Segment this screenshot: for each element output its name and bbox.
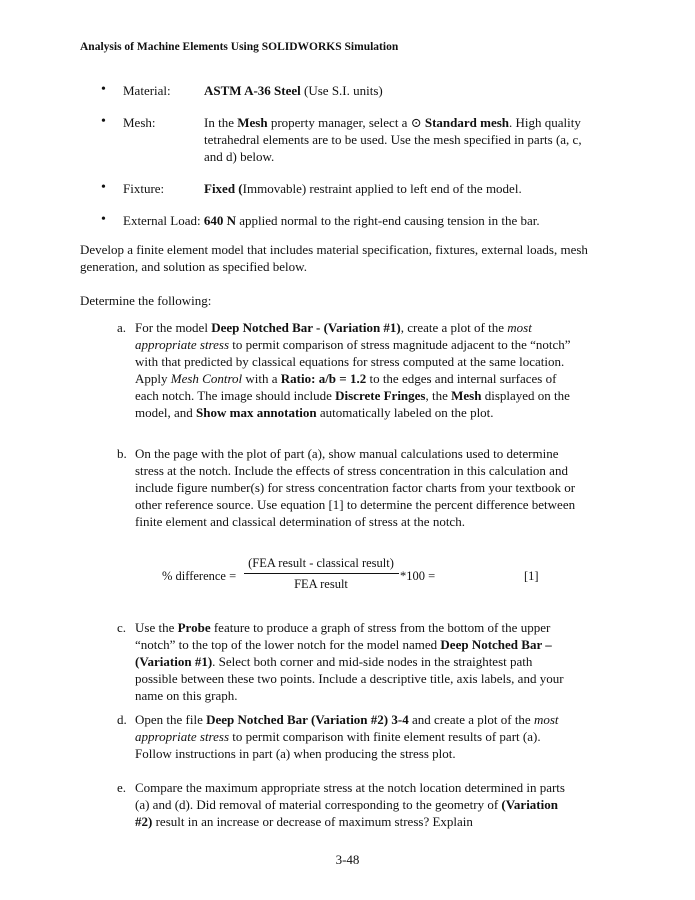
intro-paragraph: Develop a finite element model that includes material specification, fixtures, external loads, mesh generation, and solution as specified below.	[80, 242, 588, 274]
fraction-bar	[244, 573, 399, 574]
task-item-a: a. For the model Deep Notched Bar - (Variation #1), create a plot of the most appropriate stress to permit comparison of stress magnitude adjacent to the “notch” with that predicted by classical equations for stress computed at the same location. Apply Mesh Control with a Ratio: a/b = 1.2 to the edges and internal surfaces of each notch. The image should include Discrete Fringes, the Mesh displayed on the model, and Show max annotation automatically labeled on the plot.	[117, 320, 571, 420]
radio-selected-icon: ⊙	[410, 115, 422, 130]
task-item-c: c. Use the Probe feature to produce a graph of stress from the bottom of the upper “notch” to the top of the lower notch for the model named Deep Notched Bar – (Variation #1). Select both corner and mid-side nodes in the straightest path possible between these two points. Include a descriptive title, axis labels, and your name on this graph.	[117, 620, 564, 703]
bullet-fixture: • Fixture: Fixed (Immovable) restraint applied to left end of the model.	[101, 180, 522, 196]
bullet-icon: •	[101, 180, 106, 195]
task-item-b: b. On the page with the plot of part (a), show manual calculations used to determine stress at the notch. Include the effects of stress concentration in this calculation and include figure number(s) for stress concentration factor charts from your textbook or other reference source. Use equation [1] to determine the percent difference between finite element and classical determination of stress at the notch.	[117, 446, 576, 529]
bullet-icon: •	[101, 114, 106, 129]
percent-difference-equation: % difference = (FEA result - classical result) FEA result *100 = [1]	[162, 556, 539, 591]
bullet-icon: •	[101, 82, 106, 97]
task-item-e: e. Compare the maximum appropriate stress at the notch location determined in parts (a) and (d). Did removal of material corresponding to the geometry of (Variation #2) result in an increase or decrease of maximum stress? Explain	[117, 780, 565, 829]
equation-number: [1]	[524, 569, 539, 583]
equation-denominator: FEA result	[294, 577, 348, 591]
bullet-mesh: • Mesh: In the Mesh property manager, select a ⊙ Standard mesh. High quality tetrahedral elements are to be used. Use the mesh specified in parts (a, c, and d) below.	[101, 114, 582, 164]
bullet-material: • Material: ASTM A-36 Steel (Use S.I. units)	[101, 82, 383, 98]
bullet-external-load: • External Load: 640 N applied normal to the right-end causing tension in the bar.	[101, 212, 540, 228]
task-item-d: d. Open the file Deep Notched Bar (Variation #2) 3-4 and create a plot of the most appropriate stress to permit comparison with finite element results of part (a). Follow instructions in part (a) when producing the stress plot.	[117, 712, 559, 761]
page-number: 3-48	[335, 852, 360, 867]
equation-numerator: (FEA result - classical result)	[248, 556, 394, 570]
spec-bullet-list	[80, 82, 600, 229]
bullet-icon: •	[101, 212, 106, 227]
determine-heading: Determine the following:	[80, 293, 212, 308]
running-header: Analysis of Machine Elements Using SOLIDWORKS Simulation	[80, 41, 399, 53]
